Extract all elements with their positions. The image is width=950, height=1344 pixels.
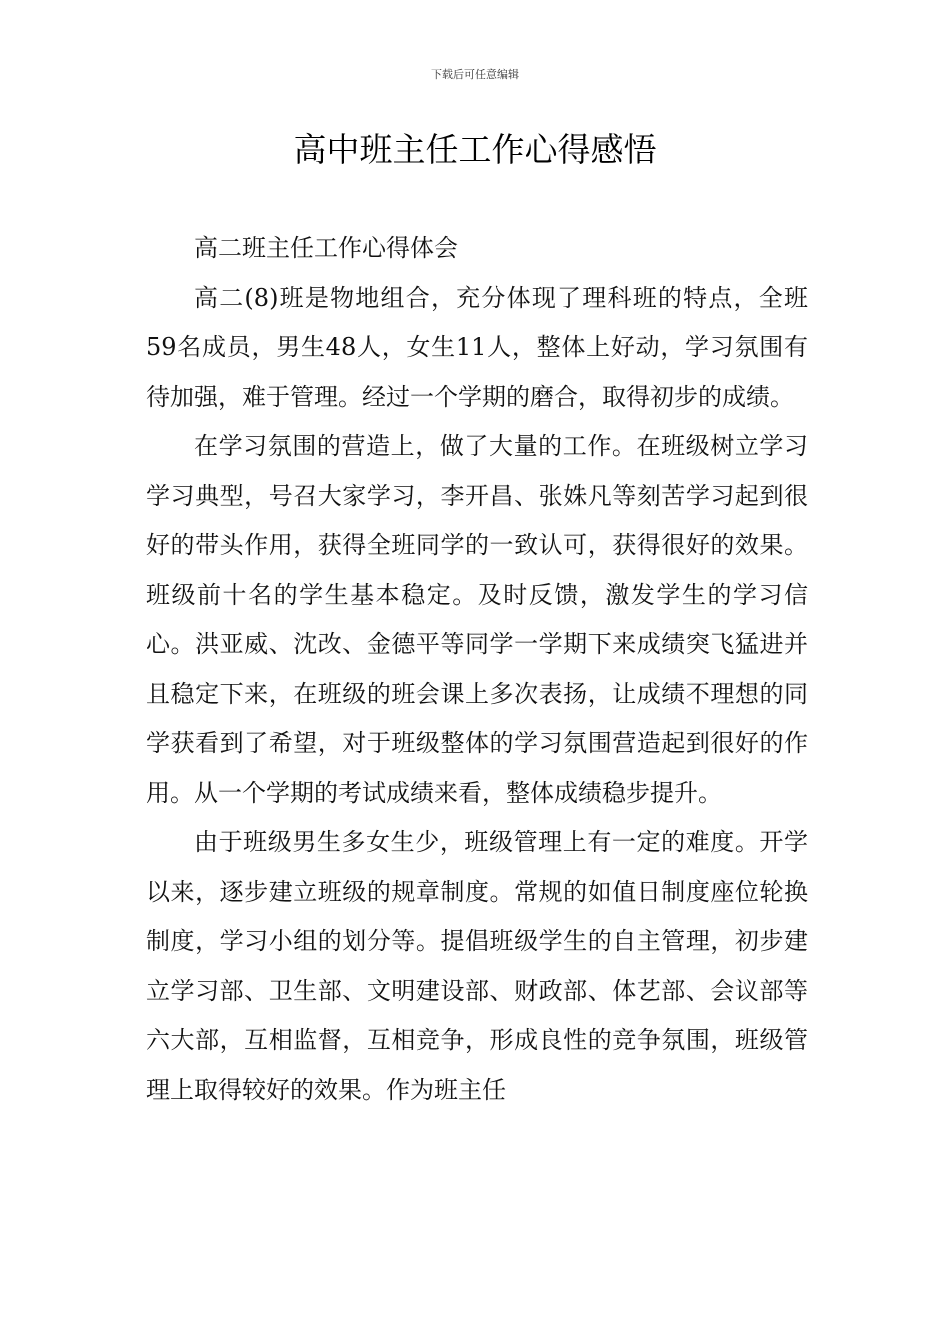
header-note: 下载后可任意编辑 (431, 68, 519, 81)
paragraph-class-management: 由于班级男生多女生少，班级管理上有一定的难度。开学以来，逐步建立班级的规章制度。常规的如值日制度座位轮换制度，学习小组的划分等。提倡班级学生的自主管理，初步建立学习部、卫生部、文明建设部、财政部、体艺部、会议部等六大部，互相监督，互相竞争，形成良性的竞争氛围，班级管理上取得较好的效果。作为班主任 (146, 828, 808, 1104)
document-title: 高中班主任工作心得感悟 (293, 130, 657, 169)
document-body (146, 224, 808, 1115)
paragraph-study-atmosphere: 在学习氛围的营造上，做了大量的工作。在班级树立学习学习典型，号召大家学习，李开昌、张姝凡等刻苦学习起到很好的带头作用，获得全班同学的一致认可，获得很好的效果。班级前十名的学生基本稳定。及时反馈，激发学生的学习信心。洪亚威、沈改、金德平等同学一学期下来成绩突飞猛进并且稳定下来，在班级的班会课上多次表扬，让成绩不理想的同学获看到了希望，对于班级整体的学习氛围营造起到很好的作用。从一个学期的考试成绩来看，整体成绩稳步提升。 (146, 432, 808, 807)
paragraph-subtitle: 高二班主任工作心得体会 (194, 234, 458, 262)
paragraph-class-overview: 高二(8)班是物地组合，充分体现了理科班的特点，全班59名成员，男生48人，女生11人，整体上好动，学习氛围有待加强，难于管理。经过一个学期的磨合，取得初步的成绩。 (146, 283, 808, 411)
